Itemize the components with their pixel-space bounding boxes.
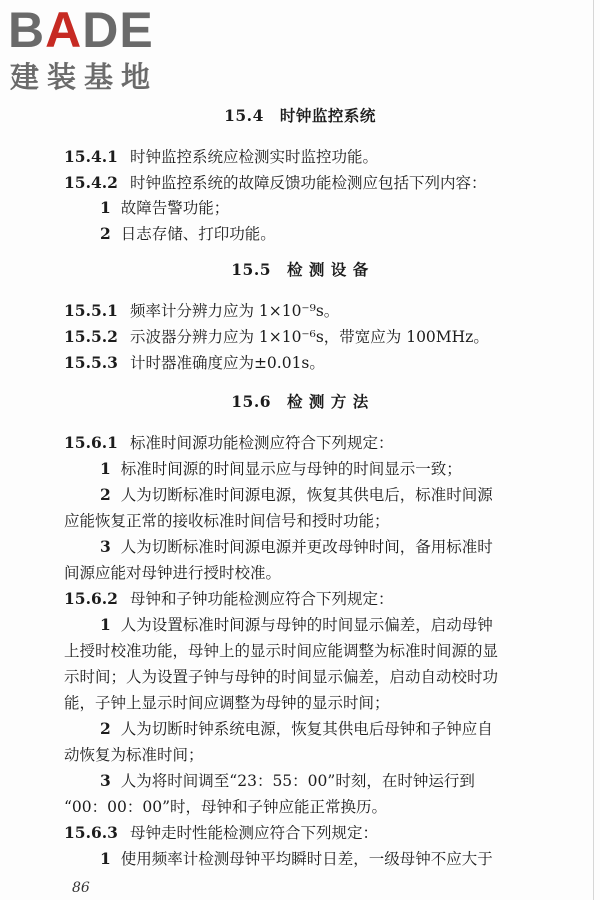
- section-heading-15-6: 15.6 检 测 方 法: [231, 392, 369, 411]
- logo-wordmark: BADE: [8, 2, 154, 58]
- clause-15-6-2-item-2: 2 人为切断时钟系统电源，恢复其供电后母钟和子钟应自: [100, 719, 493, 738]
- clause-15-4-2: 15.4.2 时钟监控系统的故障反馈功能检测应包括下列内容：: [64, 173, 487, 192]
- page-edge: [593, 0, 594, 900]
- clause-15-6-1-item-3: 3 人为切断标准时间源电源并更改母钟时间，备用标准时: [100, 537, 493, 556]
- clause-15-6-2-item-1-cont-2: 示时间；人为设置子钟与母钟的时间显示偏差，启动自动校时功: [64, 668, 499, 686]
- clause-15-6-3-item-1: 1 使用频率计检测母钟平均瞬时日差，一级母钟不应大于: [100, 849, 493, 868]
- page-number: 86: [72, 880, 90, 896]
- clause-15-6-3: 15.6.3 母钟走时性能检测应符合下列规定：: [64, 823, 378, 842]
- clause-15-6-1-item-2: 2 人为切断标准时间源电源，恢复其供电后，标准时间源: [100, 485, 493, 504]
- clause-15-5-2: 15.5.2 示波器分辨力应为 1×10⁻⁶s，带宽应为 100MHz。: [64, 327, 489, 346]
- clause-15-4-2-item-1: 1 故障告警功能；: [100, 198, 230, 217]
- bade-logo: [8, 2, 208, 102]
- clause-15-6-2-item-1-cont-1: 上授时校准功能，母钟上的显示时间应能调整为标准时间源的显: [64, 642, 499, 660]
- clause-15-4-1: 15.4.1 时钟监控系统应检测实时监控功能。: [64, 147, 378, 166]
- logo-subtitle: 建装基地: [10, 60, 159, 94]
- clause-15-6-1-item-1: 1 标准时间源的时间显示应与母钟的时间显示一致；: [100, 459, 462, 478]
- clause-15-6-2-item-3: 3 人为将时间调至“23：55：00”时刻，在时钟运行到: [100, 771, 475, 790]
- clause-15-4-2-item-2: 2 日志存储、打印功能。: [100, 224, 276, 243]
- section-heading-15-4: 15.4 时钟监控系统: [224, 106, 376, 125]
- clause-15-6-1-item-2-cont: 应能恢复正常的接收标准时间信号和授时功能；: [64, 512, 390, 530]
- section-heading-15-5: 15.5 检 测 设 备: [231, 260, 369, 279]
- clause-15-6-2-item-3-cont: “00：00：00”时，母钟和子钟应能正常换历。: [64, 798, 388, 816]
- clause-15-6-1-item-3-cont: 间源应能对母钟进行授时校准。: [64, 564, 282, 582]
- clause-15-6-2: 15.6.2 母钟和子钟功能检测应符合下列规定：: [64, 589, 394, 608]
- clause-15-5-1: 15.5.1 频率计分辨力应为 1×10⁻⁹s。: [64, 301, 340, 320]
- clause-15-5-3: 15.5.3 计时器准确度应为±0.01s。: [64, 353, 325, 372]
- clause-15-6-2-item-2-cont: 动恢复为标准时间；: [64, 746, 204, 764]
- clause-15-6-2-item-1: 1 人为设置标准时间源与母钟的时间显示偏差，启动母钟: [100, 615, 493, 634]
- clause-15-6-1: 15.6.1 标准时间源功能检测应符合下列规定：: [64, 433, 394, 452]
- clause-15-6-2-item-1-cont-3: 能，子钟上显示时间应调整为母钟的显示时间；: [64, 694, 390, 712]
